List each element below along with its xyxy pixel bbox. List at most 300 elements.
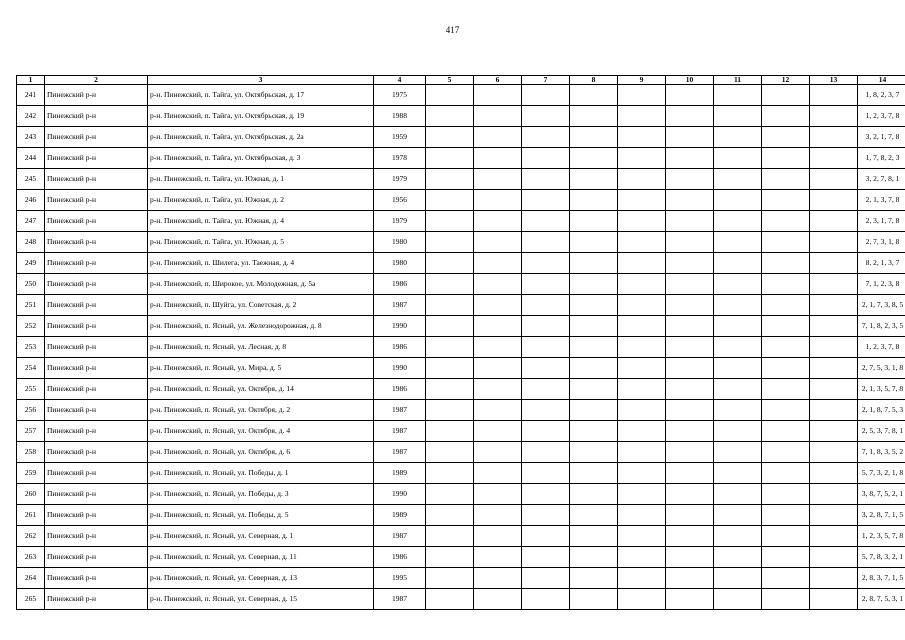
- empty-cell-col-9: [618, 484, 666, 505]
- empty-cell-col-9: [618, 169, 666, 190]
- empty-cell-col-10: [666, 211, 714, 232]
- year-cell: 1980: [374, 253, 426, 274]
- table-body: [17, 85, 905, 610]
- codes-cell: 2, 8, 3, 7, 1, 5: [858, 568, 905, 589]
- table-row: [17, 421, 905, 442]
- address-cell: р-н. Пинежский, п. Тайга, ул. Октябрьская, д. 17: [148, 85, 374, 106]
- row-number-cell: 258: [17, 442, 45, 463]
- row-number-cell: 265: [17, 589, 45, 610]
- empty-cell-col-7: [522, 274, 570, 295]
- empty-cell-col-5: [426, 358, 474, 379]
- empty-cell-col-9: [618, 400, 666, 421]
- empty-cell-col-9: [618, 547, 666, 568]
- empty-cell-col-10: [666, 106, 714, 127]
- empty-cell-col-8: [570, 421, 618, 442]
- empty-cell-col-6: [474, 400, 522, 421]
- empty-cell-col-12: [762, 547, 810, 568]
- row-number-cell: 242: [17, 106, 45, 127]
- empty-cell-col-10: [666, 127, 714, 148]
- district-cell: Пинежский р-н: [45, 106, 148, 127]
- district-cell: Пинежский р-н: [45, 379, 148, 400]
- district-cell: Пинежский р-н: [45, 547, 148, 568]
- empty-cell-col-12: [762, 127, 810, 148]
- empty-cell-col-7: [522, 127, 570, 148]
- column-header-6: 6: [474, 76, 522, 85]
- district-cell: Пинежский р-н: [45, 463, 148, 484]
- empty-cell-col-5: [426, 484, 474, 505]
- year-cell: 1975: [374, 85, 426, 106]
- empty-cell-col-11: [714, 169, 762, 190]
- row-number-cell: 254: [17, 358, 45, 379]
- empty-cell-col-13: [810, 337, 858, 358]
- empty-cell-col-12: [762, 442, 810, 463]
- table-row: [17, 274, 905, 295]
- empty-cell-col-6: [474, 421, 522, 442]
- address-cell: р-н. Пинежский, п. Ясный, ул. Мира, д. 5: [148, 358, 374, 379]
- empty-cell-col-10: [666, 148, 714, 169]
- empty-cell-col-10: [666, 442, 714, 463]
- empty-cell-col-7: [522, 148, 570, 169]
- empty-cell-col-9: [618, 295, 666, 316]
- table-row: [17, 526, 905, 547]
- address-cell: р-н. Пинежский, п. Тайга, ул. Октябрьская, д. 3: [148, 148, 374, 169]
- empty-cell-col-5: [426, 106, 474, 127]
- row-number-cell: 246: [17, 190, 45, 211]
- year-cell: 1987: [374, 295, 426, 316]
- empty-cell-col-13: [810, 421, 858, 442]
- empty-cell-col-10: [666, 253, 714, 274]
- address-cell: р-н. Пинежский, п. Шилега, ул. Таежная, д. 4: [148, 253, 374, 274]
- empty-cell-col-12: [762, 379, 810, 400]
- district-cell: Пинежский р-н: [45, 253, 148, 274]
- district-cell: Пинежский р-н: [45, 148, 148, 169]
- empty-cell-col-11: [714, 211, 762, 232]
- codes-cell: 2, 1, 7, 3, 8, 5: [858, 295, 905, 316]
- empty-cell-col-7: [522, 526, 570, 547]
- address-cell: р-н. Пинежский, п. Тайга, ул. Октябрьская, д. 19: [148, 106, 374, 127]
- year-cell: 1990: [374, 316, 426, 337]
- empty-cell-col-12: [762, 400, 810, 421]
- empty-cell-col-9: [618, 379, 666, 400]
- row-number-cell: 262: [17, 526, 45, 547]
- empty-cell-col-12: [762, 295, 810, 316]
- empty-cell-col-7: [522, 316, 570, 337]
- empty-cell-col-12: [762, 148, 810, 169]
- district-cell: Пинежский р-н: [45, 169, 148, 190]
- empty-cell-col-13: [810, 526, 858, 547]
- codes-cell: 1, 2, 3, 7, 8: [858, 106, 905, 127]
- row-number-cell: 263: [17, 547, 45, 568]
- empty-cell-col-9: [618, 85, 666, 106]
- empty-cell-col-10: [666, 463, 714, 484]
- empty-cell-col-9: [618, 589, 666, 610]
- empty-cell-col-10: [666, 295, 714, 316]
- empty-cell-col-13: [810, 463, 858, 484]
- table-row: [17, 169, 905, 190]
- empty-cell-col-7: [522, 169, 570, 190]
- row-number-cell: 250: [17, 274, 45, 295]
- empty-cell-col-9: [618, 442, 666, 463]
- empty-cell-col-5: [426, 463, 474, 484]
- empty-cell-col-12: [762, 337, 810, 358]
- codes-cell: 2, 1, 3, 5, 7, 8: [858, 379, 905, 400]
- empty-cell-col-11: [714, 274, 762, 295]
- codes-cell: 2, 7, 3, 1, 8: [858, 232, 905, 253]
- empty-cell-col-6: [474, 148, 522, 169]
- empty-cell-col-7: [522, 232, 570, 253]
- year-cell: 1987: [374, 589, 426, 610]
- codes-cell: 7, 1, 8, 2, 3, 5: [858, 316, 905, 337]
- empty-cell-col-13: [810, 253, 858, 274]
- table-row: [17, 211, 905, 232]
- codes-cell: 3, 2, 8, 7, 1, 5: [858, 505, 905, 526]
- empty-cell-col-6: [474, 316, 522, 337]
- district-cell: Пинежский р-н: [45, 295, 148, 316]
- empty-cell-col-7: [522, 106, 570, 127]
- empty-cell-col-5: [426, 589, 474, 610]
- column-header-10: 10: [666, 76, 714, 85]
- empty-cell-col-8: [570, 106, 618, 127]
- empty-cell-col-13: [810, 169, 858, 190]
- codes-cell: 2, 1, 8, 7, 5, 3: [858, 400, 905, 421]
- year-cell: 1989: [374, 463, 426, 484]
- year-cell: 1956: [374, 190, 426, 211]
- empty-cell-col-7: [522, 358, 570, 379]
- address-cell: р-н. Пинежский, п. Тайга, ул. Южная, д. 1: [148, 169, 374, 190]
- empty-cell-col-11: [714, 526, 762, 547]
- empty-cell-col-11: [714, 85, 762, 106]
- empty-cell-col-11: [714, 316, 762, 337]
- empty-cell-col-12: [762, 274, 810, 295]
- address-cell: р-н. Пинежский, п. Ясный, ул. Октября, д. 4: [148, 421, 374, 442]
- empty-cell-col-5: [426, 253, 474, 274]
- empty-cell-col-8: [570, 274, 618, 295]
- empty-cell-col-13: [810, 484, 858, 505]
- empty-cell-col-13: [810, 379, 858, 400]
- table-row: [17, 547, 905, 568]
- year-cell: 1986: [374, 547, 426, 568]
- address-cell: р-н. Пинежский, п. Ясный, ул. Победы, д. 5: [148, 505, 374, 526]
- row-number-cell: 245: [17, 169, 45, 190]
- empty-cell-col-10: [666, 232, 714, 253]
- empty-cell-col-6: [474, 379, 522, 400]
- empty-cell-col-7: [522, 379, 570, 400]
- table-row: [17, 148, 905, 169]
- empty-cell-col-13: [810, 316, 858, 337]
- table-row: [17, 337, 905, 358]
- address-cell: р-н. Пинежский, п. Ясный, ул. Октября, д. 14: [148, 379, 374, 400]
- empty-cell-col-6: [474, 358, 522, 379]
- empty-cell-col-11: [714, 442, 762, 463]
- empty-cell-col-6: [474, 547, 522, 568]
- empty-cell-col-9: [618, 505, 666, 526]
- empty-cell-col-9: [618, 253, 666, 274]
- empty-cell-col-9: [618, 463, 666, 484]
- empty-cell-col-12: [762, 568, 810, 589]
- empty-cell-col-5: [426, 568, 474, 589]
- empty-cell-col-8: [570, 547, 618, 568]
- empty-cell-col-8: [570, 379, 618, 400]
- empty-cell-col-6: [474, 274, 522, 295]
- column-header-13: 13: [810, 76, 858, 85]
- codes-cell: 7, 1, 8, 3, 5, 2: [858, 442, 905, 463]
- empty-cell-col-8: [570, 295, 618, 316]
- empty-cell-col-10: [666, 505, 714, 526]
- empty-cell-col-13: [810, 85, 858, 106]
- district-cell: Пинежский р-н: [45, 505, 148, 526]
- empty-cell-col-7: [522, 253, 570, 274]
- empty-cell-col-6: [474, 526, 522, 547]
- empty-cell-col-13: [810, 148, 858, 169]
- codes-cell: 3, 2, 1, 7, 8: [858, 127, 905, 148]
- row-number-cell: 261: [17, 505, 45, 526]
- year-cell: 1988: [374, 106, 426, 127]
- empty-cell-col-11: [714, 568, 762, 589]
- table-row: [17, 127, 905, 148]
- row-number-cell: 249: [17, 253, 45, 274]
- table-row: [17, 568, 905, 589]
- empty-cell-col-12: [762, 253, 810, 274]
- empty-cell-col-13: [810, 190, 858, 211]
- district-cell: Пинежский р-н: [45, 232, 148, 253]
- address-cell: р-н. Пинежский, п. Ясный, ул. Северная, д. 13: [148, 568, 374, 589]
- empty-cell-col-13: [810, 106, 858, 127]
- table-row: [17, 358, 905, 379]
- empty-cell-col-12: [762, 526, 810, 547]
- codes-cell: 1, 2, 3, 5, 7, 8: [858, 526, 905, 547]
- empty-cell-col-6: [474, 232, 522, 253]
- empty-cell-col-9: [618, 127, 666, 148]
- row-number-cell: 255: [17, 379, 45, 400]
- year-cell: 1986: [374, 274, 426, 295]
- row-number-cell: 248: [17, 232, 45, 253]
- empty-cell-col-10: [666, 337, 714, 358]
- row-number-cell: 241: [17, 85, 45, 106]
- empty-cell-col-6: [474, 568, 522, 589]
- district-cell: Пинежский р-н: [45, 484, 148, 505]
- row-number-cell: 243: [17, 127, 45, 148]
- table-row: [17, 505, 905, 526]
- empty-cell-col-12: [762, 505, 810, 526]
- row-number-cell: 257: [17, 421, 45, 442]
- empty-cell-col-8: [570, 484, 618, 505]
- codes-cell: 3, 8, 7, 5, 2, 1: [858, 484, 905, 505]
- table-row: [17, 253, 905, 274]
- row-number-cell: 260: [17, 484, 45, 505]
- empty-cell-col-5: [426, 505, 474, 526]
- year-cell: 1990: [374, 484, 426, 505]
- empty-cell-col-11: [714, 190, 762, 211]
- column-header-11: 11: [714, 76, 762, 85]
- empty-cell-col-10: [666, 568, 714, 589]
- empty-cell-col-9: [618, 211, 666, 232]
- codes-cell: 5, 7, 8, 3, 2, 1: [858, 547, 905, 568]
- empty-cell-col-5: [426, 295, 474, 316]
- empty-cell-col-11: [714, 547, 762, 568]
- empty-cell-col-7: [522, 211, 570, 232]
- empty-cell-col-6: [474, 106, 522, 127]
- address-cell: р-н. Пинежский, п. Ясный, ул. Октября, д. 2: [148, 400, 374, 421]
- empty-cell-col-5: [426, 169, 474, 190]
- empty-cell-col-11: [714, 484, 762, 505]
- empty-cell-col-13: [810, 589, 858, 610]
- year-cell: 1979: [374, 169, 426, 190]
- empty-cell-col-5: [426, 547, 474, 568]
- address-cell: р-н. Пинежский, п. Ясный, ул. Победы, д. 3: [148, 484, 374, 505]
- row-number-cell: 251: [17, 295, 45, 316]
- district-cell: Пинежский р-н: [45, 442, 148, 463]
- empty-cell-col-13: [810, 211, 858, 232]
- empty-cell-col-11: [714, 589, 762, 610]
- column-header-4: 4: [374, 76, 426, 85]
- empty-cell-col-5: [426, 211, 474, 232]
- empty-cell-col-11: [714, 106, 762, 127]
- empty-cell-col-9: [618, 421, 666, 442]
- empty-cell-col-10: [666, 547, 714, 568]
- codes-cell: 2, 5, 3, 7, 8, 1: [858, 421, 905, 442]
- district-cell: Пинежский р-н: [45, 211, 148, 232]
- empty-cell-col-9: [618, 148, 666, 169]
- empty-cell-col-11: [714, 463, 762, 484]
- empty-cell-col-8: [570, 190, 618, 211]
- empty-cell-col-6: [474, 295, 522, 316]
- empty-cell-col-7: [522, 484, 570, 505]
- empty-cell-col-10: [666, 358, 714, 379]
- empty-cell-col-6: [474, 211, 522, 232]
- year-cell: 1978: [374, 148, 426, 169]
- empty-cell-col-8: [570, 127, 618, 148]
- empty-cell-col-8: [570, 358, 618, 379]
- empty-cell-col-7: [522, 400, 570, 421]
- empty-cell-col-11: [714, 505, 762, 526]
- empty-cell-col-11: [714, 358, 762, 379]
- empty-cell-col-8: [570, 526, 618, 547]
- empty-cell-col-8: [570, 316, 618, 337]
- year-cell: 1987: [374, 526, 426, 547]
- codes-cell: 1, 2, 3, 7, 8: [858, 337, 905, 358]
- row-number-cell: 244: [17, 148, 45, 169]
- table-row: [17, 295, 905, 316]
- empty-cell-col-11: [714, 232, 762, 253]
- district-cell: Пинежский р-н: [45, 274, 148, 295]
- empty-cell-col-6: [474, 190, 522, 211]
- empty-cell-col-5: [426, 442, 474, 463]
- codes-cell: 2, 8, 7, 5, 3, 1: [858, 589, 905, 610]
- empty-cell-col-9: [618, 358, 666, 379]
- empty-cell-col-7: [522, 547, 570, 568]
- empty-cell-col-9: [618, 526, 666, 547]
- empty-cell-col-13: [810, 400, 858, 421]
- address-cell: р-н. Пинежский, п. Тайга, ул. Южная, д. 4: [148, 211, 374, 232]
- row-number-cell: 252: [17, 316, 45, 337]
- empty-cell-col-7: [522, 337, 570, 358]
- column-header-7: 7: [522, 76, 570, 85]
- table-row: [17, 400, 905, 421]
- empty-cell-col-5: [426, 148, 474, 169]
- empty-cell-col-10: [666, 526, 714, 547]
- row-number-cell: 256: [17, 400, 45, 421]
- empty-cell-col-12: [762, 169, 810, 190]
- empty-cell-col-12: [762, 421, 810, 442]
- codes-cell: 8, 2, 1, 3, 7: [858, 253, 905, 274]
- column-header-14: 14: [858, 76, 905, 85]
- empty-cell-col-6: [474, 337, 522, 358]
- empty-cell-col-8: [570, 232, 618, 253]
- empty-cell-col-5: [426, 337, 474, 358]
- empty-cell-col-8: [570, 400, 618, 421]
- empty-cell-col-11: [714, 127, 762, 148]
- empty-cell-col-10: [666, 190, 714, 211]
- empty-cell-col-6: [474, 505, 522, 526]
- address-cell: р-н. Пинежский, п. Ясный, ул. Лесная, д. 8: [148, 337, 374, 358]
- empty-cell-col-6: [474, 589, 522, 610]
- district-cell: Пинежский р-н: [45, 316, 148, 337]
- empty-cell-col-5: [426, 190, 474, 211]
- empty-cell-col-12: [762, 190, 810, 211]
- empty-cell-col-11: [714, 400, 762, 421]
- district-cell: Пинежский р-н: [45, 127, 148, 148]
- empty-cell-col-6: [474, 253, 522, 274]
- empty-cell-col-12: [762, 589, 810, 610]
- empty-cell-col-13: [810, 127, 858, 148]
- row-number-cell: 253: [17, 337, 45, 358]
- column-header-1: 1: [17, 76, 45, 85]
- district-cell: Пинежский р-н: [45, 568, 148, 589]
- empty-cell-col-12: [762, 106, 810, 127]
- table-row: [17, 106, 905, 127]
- empty-cell-col-5: [426, 85, 474, 106]
- district-cell: Пинежский р-н: [45, 400, 148, 421]
- empty-cell-col-7: [522, 568, 570, 589]
- empty-cell-col-7: [522, 85, 570, 106]
- address-cell: р-н. Пинежский, п. Тайга, ул. Октябрьская, д. 2а: [148, 127, 374, 148]
- address-cell: р-н. Пинежский, п. Ясный, ул. Северная, д. 11: [148, 547, 374, 568]
- column-header-9: 9: [618, 76, 666, 85]
- row-number-cell: 264: [17, 568, 45, 589]
- empty-cell-col-6: [474, 169, 522, 190]
- empty-cell-col-9: [618, 190, 666, 211]
- codes-cell: 1, 8, 2, 3, 7: [858, 85, 905, 106]
- empty-cell-col-8: [570, 589, 618, 610]
- empty-cell-col-10: [666, 421, 714, 442]
- column-header-2: 2: [45, 76, 148, 85]
- empty-cell-col-8: [570, 337, 618, 358]
- empty-cell-col-10: [666, 484, 714, 505]
- empty-cell-col-5: [426, 379, 474, 400]
- column-header-8: 8: [570, 76, 618, 85]
- empty-cell-col-10: [666, 400, 714, 421]
- empty-cell-col-11: [714, 421, 762, 442]
- empty-cell-col-11: [714, 253, 762, 274]
- table-row: [17, 484, 905, 505]
- table-row: [17, 190, 905, 211]
- row-number-cell: 247: [17, 211, 45, 232]
- year-cell: 1995: [374, 568, 426, 589]
- empty-cell-col-10: [666, 274, 714, 295]
- empty-cell-col-11: [714, 295, 762, 316]
- codes-cell: 1, 7, 8, 2, 3: [858, 148, 905, 169]
- address-cell: р-н. Пинежский, п. Ясный, ул. Северная, д. 1: [148, 526, 374, 547]
- table-row: [17, 316, 905, 337]
- empty-cell-col-9: [618, 337, 666, 358]
- empty-cell-col-12: [762, 211, 810, 232]
- empty-cell-col-9: [618, 232, 666, 253]
- address-cell: р-н. Пинежский, п. Тайга, ул. Южная, д. 5: [148, 232, 374, 253]
- empty-cell-col-11: [714, 148, 762, 169]
- empty-cell-col-5: [426, 526, 474, 547]
- empty-cell-col-8: [570, 85, 618, 106]
- empty-cell-col-7: [522, 295, 570, 316]
